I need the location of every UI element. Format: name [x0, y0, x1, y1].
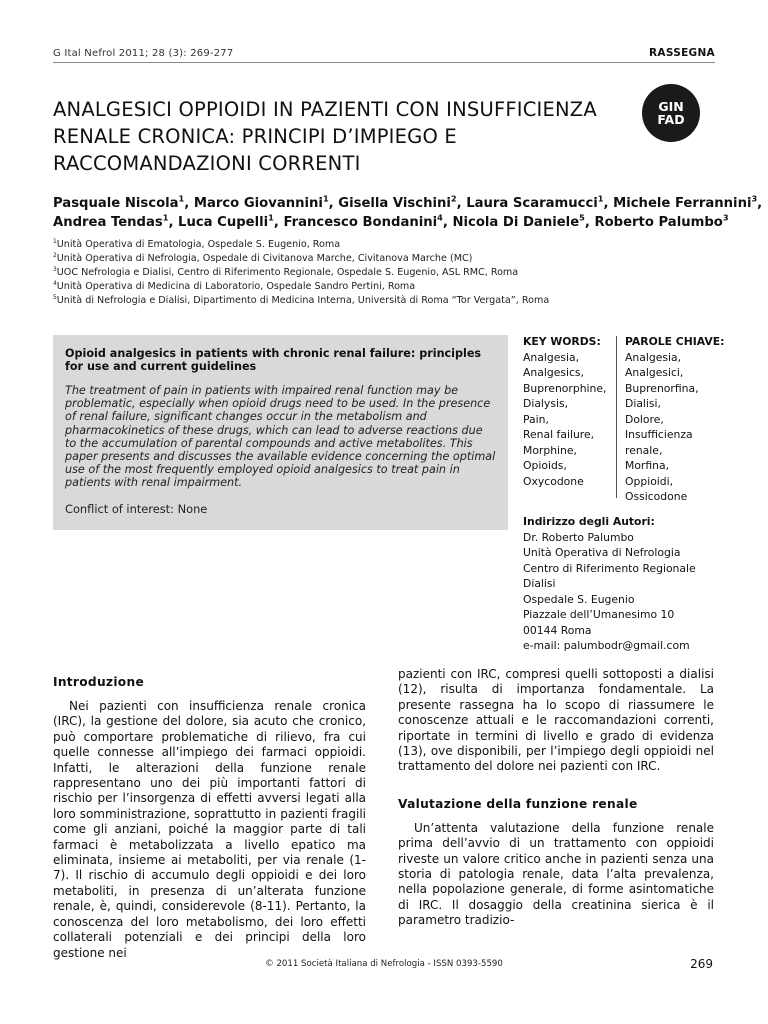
title-line: RENALE CRONICA: PRINCIPI D’IMPIEGO E	[53, 125, 457, 148]
author-name: Luca Cupelli	[178, 215, 269, 230]
abstract-box	[53, 335, 508, 530]
gin-fad-badge	[642, 84, 700, 142]
affiliation-text: Unità di Nefrologia e Dialisi, Dipartimento di Medicina Interna, Università di Roma “Tor Vergata”, Roma	[56, 295, 550, 306]
address-line: Dialisi	[523, 577, 556, 590]
address-line: Dr. Roberto Palumbo	[523, 530, 634, 544]
keyword: Pain,	[523, 412, 549, 426]
keywords-divider	[616, 336, 617, 498]
parola-chiave: Oppioidi,	[625, 474, 674, 488]
affiliation-line	[53, 238, 713, 252]
badge-line: GIN	[658, 99, 684, 114]
affiliation-number: 4	[53, 279, 57, 287]
section-label: RASSEGNA	[649, 47, 715, 59]
column-left	[53, 675, 366, 961]
section-heading-introduzione: Introduzione	[53, 675, 145, 689]
renal-paragraph: Un’attenta valutazione della funzione renale prima dell’avvio di un trattamento con oppioidi riveste un valore critico anche in pazienti senza una storia di patologia renale, data l’alta prevalenza, nella popolazione generale, di forme asintomatiche di IRC. Il dosaggio della creatinina sierica è il parametro tradizio-	[398, 820, 714, 928]
address-line: 00144 Roma	[523, 623, 592, 637]
keyword: Analgesia,	[523, 350, 580, 364]
author-name: Marco Giovannini	[193, 196, 323, 211]
keyword: Analgesics,	[523, 366, 584, 379]
running-head	[53, 47, 715, 63]
author-line: Andrea Tendas$^1$, Luca Cupelli$^1$, Francesco Bondanini$^4$, Nicola Di Daniele$^5$, Roberto Palumbo$^3$	[53, 212, 729, 230]
section-heading-valutazione: Valutazione della funzione renale	[398, 796, 638, 811]
footer-copyright: © 2011 Società Italiana di Nefrologia - ISSN 0393-5590	[265, 959, 503, 969]
author-line: Pasquale Niscola$^1$, Marco Giovannini$^1$, Gisella Vischini$^2$, Laura Scaramucci$^1$, Michele Ferrannini$^3$,	[53, 193, 763, 211]
affiliation-list	[53, 238, 713, 308]
abstract-text: The treatment of pain in patients with impaired renal function may be problematic, especially when opioid drugs need to be used. In the presence of renal failure, significant changes occur in the metabolism and pharmacokinetics of these drugs, which can lead to adverse reactions due to the accumulation of parental compounds and active metabolites. This paper presents and discusses the available evidence concerning the optimal use of the most frequently employed opioid analgesics to treat pain in patients with renal impairment.	[65, 384, 496, 490]
affiliation-marker: 3	[722, 212, 729, 223]
author-name: Francesco Bondanini	[283, 215, 438, 230]
author-name: Michele Ferrannini	[613, 196, 752, 211]
affiliation-text: Unità Operativa di Ematologia, Ospedale S. Eugenio, Roma	[56, 239, 341, 250]
keywords-italian	[625, 334, 724, 505]
author-address	[523, 514, 696, 654]
keyword: Opioids,	[523, 459, 567, 472]
keywords-english	[523, 334, 606, 489]
author-name: Gisella Vischini	[338, 196, 451, 211]
affiliation-number: 5	[53, 293, 57, 301]
affiliation-text: Unità Operativa di Medicina di Laboratorio, Ospedale Sandro Pertini, Roma	[56, 281, 416, 292]
address-heading: Indirizzo degli Autori:	[523, 515, 655, 528]
affiliation-number: 3	[53, 265, 57, 273]
keyword: Morphine,	[523, 443, 577, 457]
affiliation-line	[53, 266, 713, 280]
address-line: Piazzale dell’Umanesimo 10	[523, 608, 675, 621]
affiliation-number: 1	[53, 237, 57, 245]
affiliation-line	[53, 252, 713, 266]
author-name: Pasquale Niscola	[53, 196, 179, 211]
affiliation-marker: 1	[322, 193, 329, 204]
affiliation-number: 2	[53, 251, 57, 259]
author-list	[53, 193, 763, 232]
address-line: Centro di Riferimento Regionale	[523, 561, 696, 575]
conflict-of-interest: Conflict of interest: None	[65, 501, 208, 516]
affiliation-line	[53, 294, 713, 308]
affiliation-text: UOC Nefrologia e Dialisi, Centro di Riferimento Regionale, Ospedale S. Eugenio, ASL RMC, Roma	[56, 267, 519, 278]
column-right	[398, 667, 714, 929]
author-name: Roberto Palumbo	[594, 215, 723, 230]
parole-chiave-heading: PAROLE CHIAVE:	[625, 335, 725, 348]
author-name: Nicola Di Daniele	[452, 215, 580, 230]
keyword: Dialysis,	[523, 397, 569, 410]
affiliation-marker: 1	[597, 193, 604, 204]
parola-chiave: Ossicodone	[625, 490, 688, 503]
parola-chiave: Morfina,	[625, 459, 670, 472]
abstract-title: Opioid analgesics in patients with chronic renal failure: principles for use and current guidelines	[65, 347, 482, 373]
keyword: Oxycodone	[523, 474, 584, 488]
keyword: Renal failure,	[523, 428, 595, 441]
address-line: e-mail: palumbodr@gmail.com	[523, 639, 690, 652]
affiliation-text: Unità Operativa di Nefrologia, Ospedale di Civitanova Marche, Civitanova Marche (MC)	[56, 253, 473, 264]
address-line: Ospedale S. Eugenio	[523, 592, 635, 606]
title-line: ANALGESICI OPPIOIDI IN PAZIENTI CON INSUFFICIENZA	[53, 98, 597, 121]
parola-chiave: Buprenorfina,	[625, 381, 699, 395]
keyword: Buprenorphine,	[523, 381, 607, 395]
parola-chiave: Dolore,	[625, 412, 664, 426]
parola-chiave: Insufficienza	[625, 428, 693, 441]
parola-chiave: Analgesici,	[625, 366, 684, 379]
title-line: RACCOMANDAZIONI CORRENTI	[53, 152, 361, 175]
affiliation-marker: 3	[751, 193, 758, 204]
author-name: Laura Scaramucci	[466, 196, 598, 211]
affiliation-marker: 1	[162, 212, 169, 223]
affiliation-marker: 5	[579, 212, 585, 223]
author-name: Andrea Tendas	[53, 215, 163, 230]
affiliation-marker: 1	[178, 193, 185, 204]
intro-paragraph: Nei pazienti con insufficienza renale cronica (IRC), la gestione del dolore, sia acuto che cronico, può comportare problematiche di rilievo, fra cui quelle connesse all’impiego dei farmaci oppioidi. Infatti, le alterazioni della funzione renale rappresentano uno dei più importanti fattori di rischio per l’insorgenza di effetti avversi legati alla loro somministrazione, soprattutto in pazienti fragili come gli anziani, poiché la maggior parte di tali farmaci è metabolizzata a livello epatico ma eliminata, insieme ai metaboliti, per via renale (1-7). Il rischio di accumulo degli oppioidi e dei loro metaboliti, in presenza di un’alterata funzione renale, è, quindi, considerevole (8-11). Pertanto, la conoscenza del loro metabolismo, dei loro effetti collaterali potenziali e dei principi della loro gestione nei	[53, 699, 366, 960]
affiliation-marker: 4	[437, 212, 443, 223]
article-title	[53, 96, 613, 177]
badge-line: FAD	[657, 112, 685, 127]
address-line: Unità Operativa di Nefrologia	[523, 546, 681, 559]
parola-chiave: renale,	[625, 443, 663, 457]
affiliation-marker: 2	[450, 193, 457, 204]
keywords-heading: KEY WORDS:	[523, 335, 601, 348]
affiliation-line	[53, 280, 713, 294]
journal-reference: G Ital Nefrol 2011; 28 (3): 269-277	[53, 48, 234, 59]
page-number: 269	[690, 957, 713, 971]
parola-chiave: Analgesia,	[625, 350, 682, 364]
affiliation-marker: 1	[268, 212, 274, 223]
parola-chiave: Dialisi,	[625, 397, 661, 410]
intro-paragraph-continuation: pazienti con IRC, compresi quelli sottoposti a dialisi (12), risulta di importanza fondamentale. La presente rassegna ha lo scopo di riassumere le conoscenze attuali e le raccomandazioni correnti, riportate in termini di livello e grado di evidenza (13), ove disponibili, per l’impiego degli oppioidi nel trattamento del dolore nei pazienti con IRC.	[398, 667, 714, 774]
